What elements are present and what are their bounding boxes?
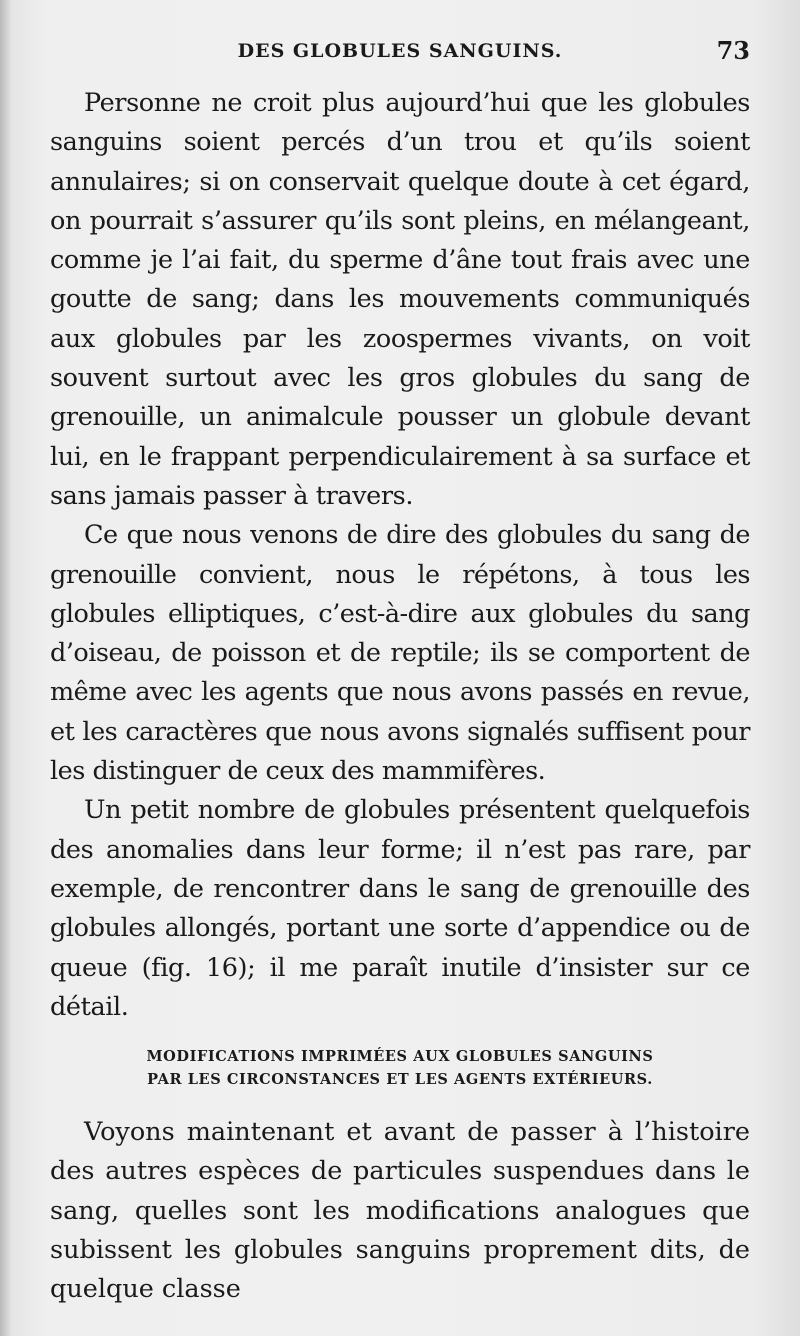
running-title: DES GLOBULES SANGUINS.	[237, 40, 563, 62]
page-number: 73	[716, 36, 750, 65]
paragraph-3: Un petit nombre de globules présentent quelquefois des anomalies dans leur forme; il n’est pas rare, par exemple, de rencontrer dans le sang de grenouille des globules allongés, portant une sorte d’appendice ou de queue (fig. 16); il me paraît inutile d’insister sur ce détail.	[50, 795, 750, 1022]
paragraph-2: Ce que nous venons de dire des globules du sang de grenouille convient, nous le répétons, à tous les globules elliptiques, c’est-à-dire aux globules du sang d’oiseau, de poisson et de reptile; ils se comportent de même avec les agents que nous avons passés en revue, et les caractères que nous avons signalés suffisent pour les distinguer de ceux des mammifères.	[50, 520, 750, 787]
paragraph-4: Voyons maintenant et avant de passer à l’histoire des autres espèces de particules suspendues dans le sang, quelles sont les modifications analogues que subissent les globules sanguins proprement dits, de quelque classe	[50, 1117, 750, 1305]
section-heading-line-1: MODIFICATIONS IMPRIMÉES AUX GLOBULES SANGUINS	[146, 1048, 654, 1066]
paragraph-1: Personne ne croit plus aujourd’hui que les globules sanguins soient percés d’un trou et qu’ils soient annulaires; si on conservait quelque doute à cet égard, on pourrait s’assurer qu’ils sont pleins, en mélangeant, comme je l’ai fait, du sperme d’âne tout frais avec une goutte de sang; dans les mouvements communiqués aux globules par les zoospermes vivants, on voit souvent surtout avec les gros globules du sang de grenouille, un animalcule pousser un globule devant lui, en le frappant perpendiculairement à sa surface et sans jamais passer à travers.	[50, 88, 750, 511]
section-heading-line-2: PAR LES CIRCONSTANCES ET LES AGENTS EXTÉRIEURS.	[147, 1071, 653, 1089]
body-text	[50, 84, 750, 1310]
page-edge-shadow	[0, 0, 12, 1336]
section-heading	[50, 1045, 750, 1091]
